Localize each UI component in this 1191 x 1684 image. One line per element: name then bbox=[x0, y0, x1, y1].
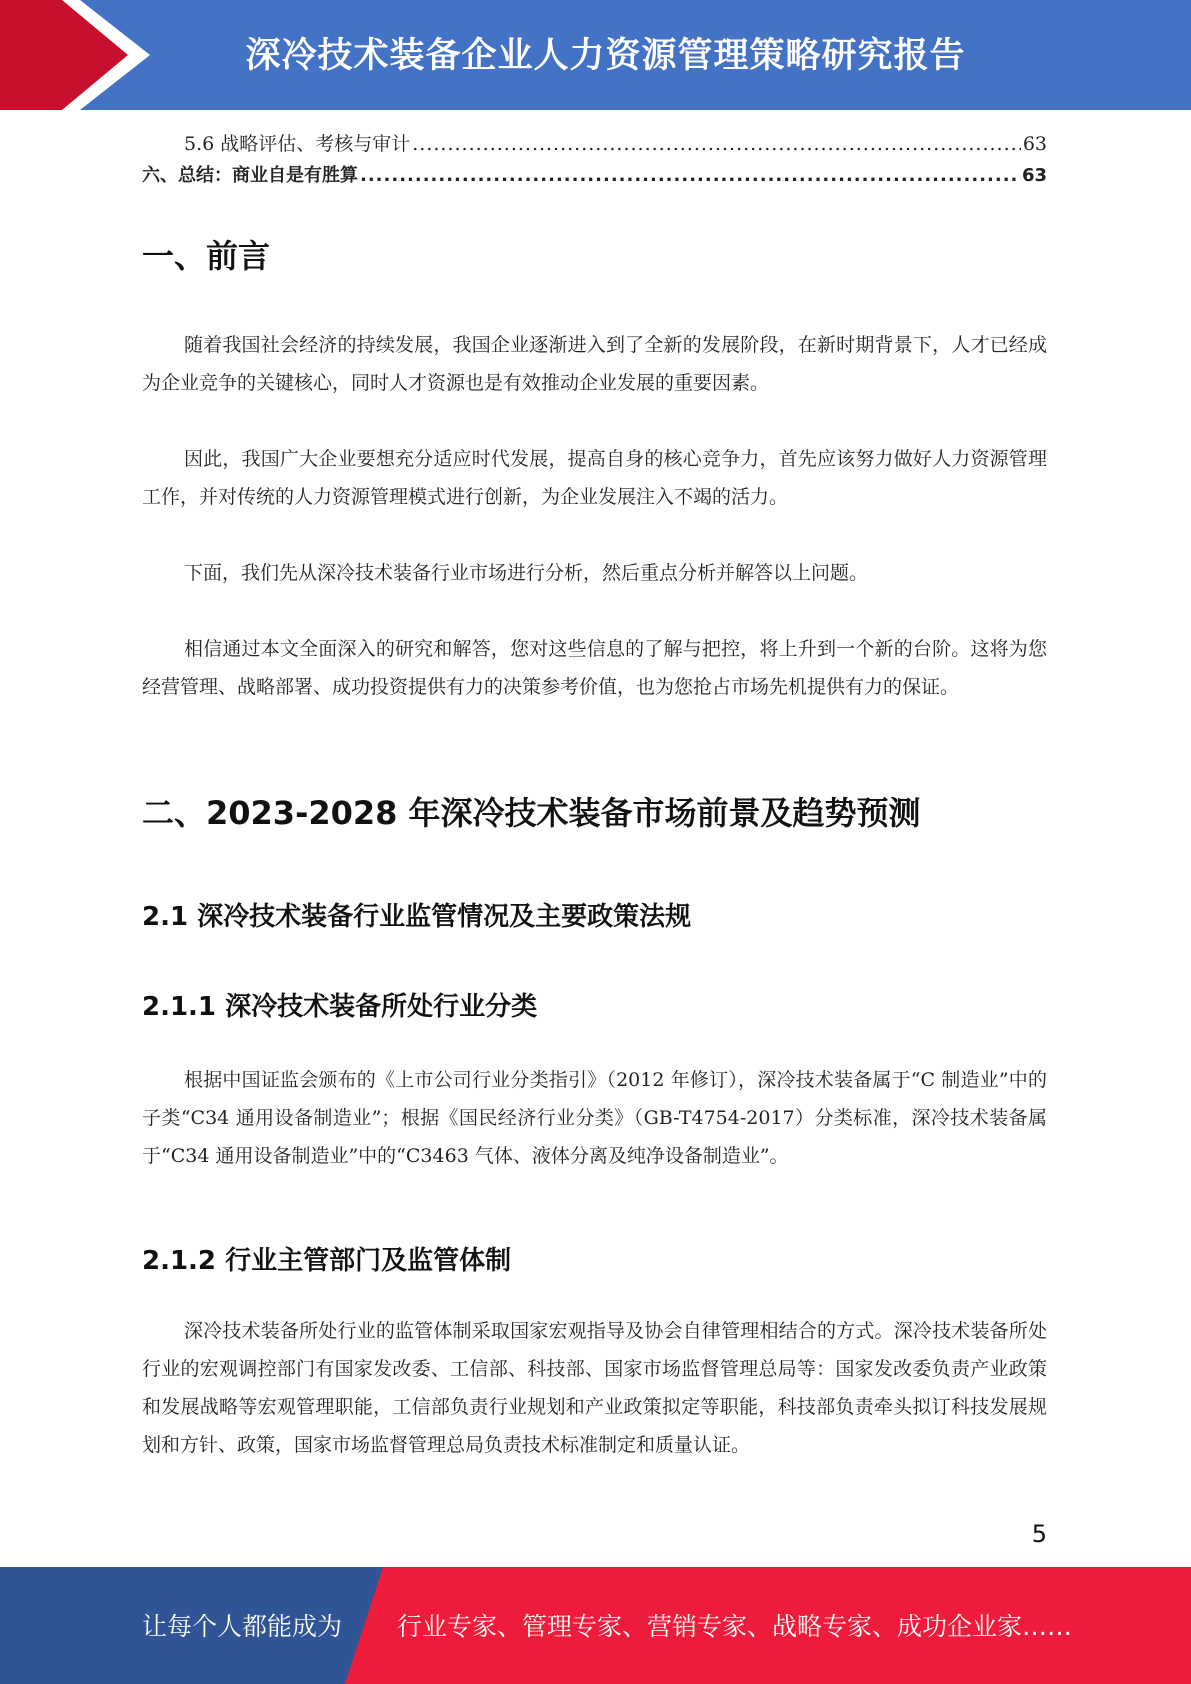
page-footer bbox=[0, 1567, 1191, 1684]
table-of-contents bbox=[142, 128, 1047, 192]
paragraph: 随着我国社会经济的持续发展，我国企业逐渐进入到了全新的发展阶段，在新时期背景下，人才已经成为企业竞争的关键核心，同时人才资源也是有效推动企业发展的重要因素。 bbox=[142, 334, 1047, 394]
section-heading-preface: 一、前言 bbox=[142, 237, 271, 275]
page-header bbox=[0, 0, 1191, 110]
footer-slogan-right: 行业专家、管理专家、营销专家、战略专家、成功企业家…… bbox=[397, 1612, 1073, 1641]
page-number: 5 bbox=[1031, 1520, 1047, 1548]
toc-entry[interactable] bbox=[142, 128, 1047, 160]
toc-entry-label: 六、总结：商业自是有胜算 bbox=[142, 165, 358, 186]
paragraph: 因此，我国广大企业要想充分适应时代发展，提高自身的核心竞争力，首先应该努力做好人力资源管理工作，并对传统的人力资源管理模式进行创新，为企业发展注入不竭的活力。 bbox=[142, 448, 1047, 508]
subsubsection-heading-regulatory-system: 2.1.2 行业主管部门及监管体制 bbox=[142, 1246, 512, 1276]
toc-leader-dots bbox=[412, 128, 1021, 160]
paragraph: 根据中国证监会颁布的《上市公司行业分类指引》（2012 年修订），深冷技术装备属于“C 制造业”中的子类“C34 通用设备制造业”；根据《国民经济行业分类》（GB-T4754-2017）分类标准，深冷技术装备属于“C34 通用设备制造业”中的“C3463 气体、液体分离及纯净设备制造业”。 bbox=[142, 1069, 1047, 1167]
toc-entry-label: 5.6 战略评估、考核与审计 bbox=[184, 133, 411, 155]
toc-entry[interactable] bbox=[142, 160, 1047, 192]
subsubsection-heading-industry-classification: 2.1.1 深冷技术装备所处行业分类 bbox=[142, 992, 538, 1022]
paragraph: 下面，我们先从深冷技术装备行业市场进行分析，然后重点分析并解答以上问题。 bbox=[184, 562, 869, 584]
paragraph: 深冷技术装备所处行业的监管体制采取国家宏观指导及协会自律管理相结合的方式。深冷技术装备所处行业的宏观调控部门有国家发改委、工信部、科技部、国家市场监督管理总局等：国家发改委负责产业政策和发展战略等宏观管理职能，工信部负责行业规划和产业政策拟定等职能，科技部负责牵头拟订科技发展规划和方针、政策，国家市场监督管理总局负责技术标准制定和质量认证。 bbox=[142, 1320, 1047, 1456]
toc-entry-page: 63 bbox=[1022, 133, 1047, 155]
section-heading-market-outlook: 二、2023-2028 年深冷技术装备市场前景及趋势预测 bbox=[142, 794, 921, 832]
toc-leader-dots bbox=[360, 160, 1020, 192]
report-title: 深冷技术装备企业人力资源管理策略研究报告 bbox=[245, 36, 966, 76]
footer-slogan-left: 让每个人都能成为 bbox=[142, 1612, 343, 1641]
toc-entry-page: 63 bbox=[1021, 165, 1047, 186]
subsection-heading-regulation: 2.1 深冷技术装备行业监管情况及主要政策法规 bbox=[142, 902, 692, 932]
paragraph: 相信通过本文全面深入的研究和解答，您对这些信息的了解与把控，将上升到一个新的台阶。这将为您经营管理、战略部署、成功投资提供有力的决策参考价值，也为您抢占市场先机提供有力的保证。 bbox=[142, 638, 1047, 698]
